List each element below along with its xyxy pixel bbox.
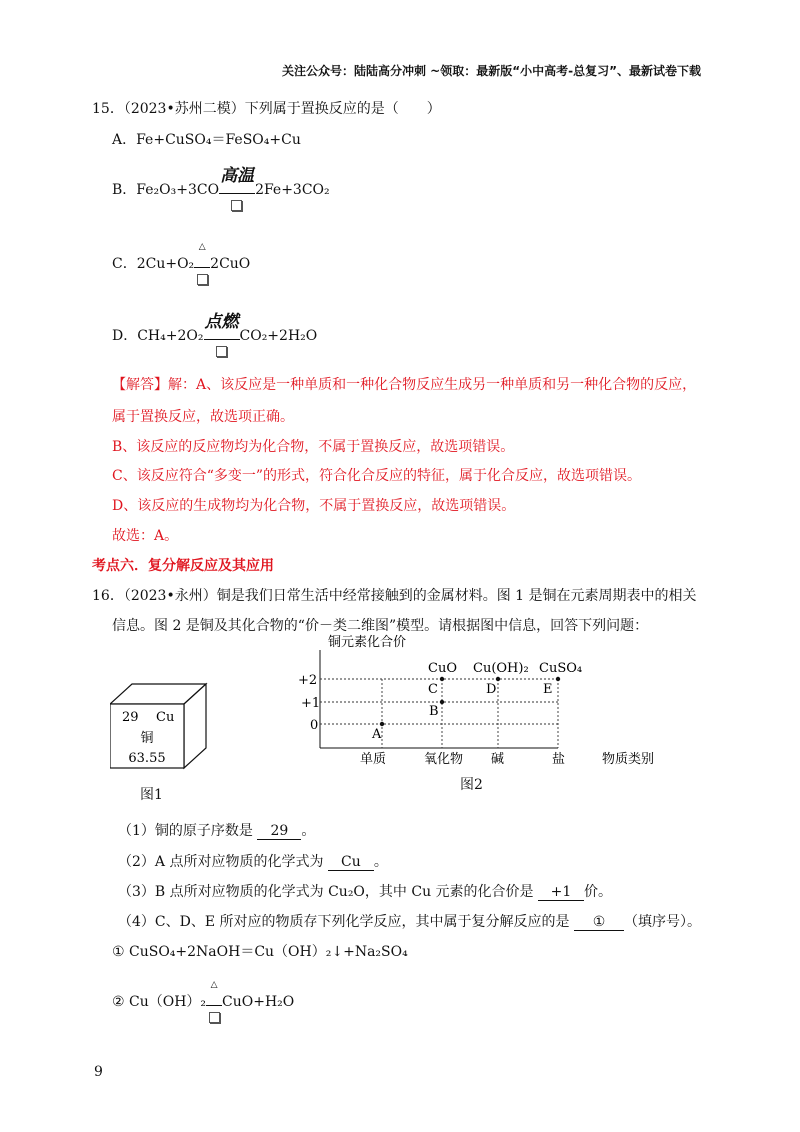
- x-tick-element: 单质: [360, 752, 387, 767]
- y-tick-plus2: +2: [298, 673, 318, 688]
- x-tick-salt: 盐: [552, 752, 566, 767]
- q16-part-1: [118, 820, 315, 840]
- condition-heat: △: [198, 242, 206, 252]
- part-1-text: （1）铜的原子序数是: [118, 823, 253, 839]
- condition-ignite: 点燃: [204, 312, 239, 332]
- solution-line-2: 属于置换反应，故选项正确。: [112, 409, 294, 425]
- part-2-end: 。: [373, 854, 388, 870]
- point-b: [440, 700, 444, 704]
- solution-line-4: C、该反应符合“多变一”的形式，符合化合反应的特征，属于化合反应，故选项错误。: [112, 468, 642, 484]
- box-icon: [209, 1012, 220, 1023]
- option-b-products: 2Fe+3CO₂: [255, 182, 330, 198]
- solution-line-5: D、该反应的生成物均为化合物，不属于置换反应，故选项错误。: [112, 498, 516, 514]
- reaction-2: [112, 980, 295, 1011]
- solution-line-3: B、该反应的反应物均为化合物，不属于置换反应，故选项错误。: [112, 439, 515, 455]
- x-tick-oxide: 氧化物: [424, 752, 464, 767]
- part-3-answer: +1: [538, 884, 584, 901]
- y-axis-title: 铜元素化合价: [328, 635, 407, 650]
- point-e: [556, 677, 560, 681]
- q16-part-3: [118, 881, 612, 901]
- option-c-products: 2CuO: [210, 256, 251, 272]
- part-4-text: （4）C、D、E 所对应的物质存下列化学反应，其中属于复分解反应的是: [118, 914, 570, 930]
- part-1-end: 。: [301, 823, 316, 839]
- x-tick-base: 碱: [491, 752, 505, 767]
- q16-part-2: [118, 851, 388, 871]
- figure-2-caption: 图2: [460, 777, 483, 793]
- label-c: C: [428, 682, 438, 697]
- figure-1-caption: 图1: [140, 787, 163, 803]
- condition-high-temp: 高温: [220, 166, 255, 186]
- reaction-2-products: CuO+H₂O: [222, 994, 295, 1010]
- q15-option-d: [112, 312, 318, 345]
- label-e: E: [543, 682, 553, 697]
- reaction-2-reactant: ② Cu（OH）₂: [112, 994, 207, 1010]
- y-tick-zero: 0: [310, 718, 319, 733]
- box-icon: [216, 346, 227, 357]
- section-heading: 考点六．复分解反应及其应用: [92, 558, 274, 574]
- option-c-reactants: C．2Cu+O₂: [112, 256, 195, 272]
- page-header: 关注公众号：陆陆高分冲刺 ~领取：最新版“小中高考-总复习”、最新试卷下载: [282, 64, 701, 78]
- part-4-end: （填序号）。: [623, 914, 701, 930]
- label-cuo: CuO: [428, 661, 457, 676]
- q15-option-a: A．Fe+CuSO₄＝FeSO₄+Cu: [112, 132, 301, 148]
- part-3-text: （3）B 点所对应物质的化学式为 Cu₂O，其中 Cu 元素的化合价是: [118, 884, 534, 900]
- option-b-reactants: B．Fe₂O₃+3CO: [112, 182, 220, 198]
- box-icon: [197, 274, 208, 285]
- q16-stem-line-1: 16．（2023•永州）铜是我们日常生活中经常接触到的金属材料。图 1 是铜在元素周期表中的相关: [92, 588, 697, 604]
- page-number: 9: [94, 1064, 103, 1080]
- label-cuso4: CuSO₄: [539, 661, 583, 676]
- q16-stem-line-2: 信息。图 2 是铜及其化合物的“价－类二维图”模型。请根据图中信息，回答下列问题：: [112, 618, 649, 634]
- point-a: [380, 722, 384, 726]
- option-d-products: CO₂+2H₂O: [239, 328, 318, 344]
- box-icon: [231, 200, 242, 211]
- element-name: 铜: [140, 731, 154, 746]
- y-tick-plus1: +1: [301, 696, 321, 711]
- label-a: A: [372, 727, 382, 742]
- condition-heat: △: [210, 980, 218, 990]
- element-symbol: Cu: [156, 710, 175, 725]
- reaction-1: ① CuSO₄+2NaOH＝Cu（OH）₂↓+Na₂SO₄: [112, 944, 408, 960]
- point-c: [440, 677, 444, 681]
- part-2-answer: Cu: [328, 854, 374, 871]
- label-b: B: [429, 704, 439, 719]
- part-1-answer: 29: [257, 823, 301, 840]
- label-cuoh2: Cu(OH)₂: [473, 661, 529, 676]
- figure-1-element-card: [110, 680, 210, 775]
- x-axis-title: 物质类别: [602, 752, 655, 767]
- part-3-end: 价。: [584, 884, 612, 900]
- q16-part-4: [118, 911, 701, 931]
- option-d-reactants: D．CH₄+2O₂: [112, 328, 204, 344]
- solution-answer: 故选：A。: [112, 528, 179, 544]
- part-4-answer: ①: [574, 914, 624, 931]
- label-d: D: [486, 682, 497, 697]
- q15-option-b: [112, 166, 330, 199]
- q15-option-c: [112, 242, 251, 273]
- q15-stem: 15．（2023•苏州二模）下列属于置换反应的是（ ）: [92, 101, 441, 117]
- point-d: [496, 677, 500, 681]
- atomic-number: 29: [122, 710, 139, 725]
- atomic-mass: 63.55: [128, 751, 166, 766]
- figure-2-chart: [290, 632, 660, 792]
- solution-line-1: 【解答】解：A、该反应是一种单质和一种化合物反应生成另一种单质和另一种化合物的反应，: [112, 377, 697, 393]
- part-2-text: （2）A 点所对应物质的化学式为: [118, 854, 324, 870]
